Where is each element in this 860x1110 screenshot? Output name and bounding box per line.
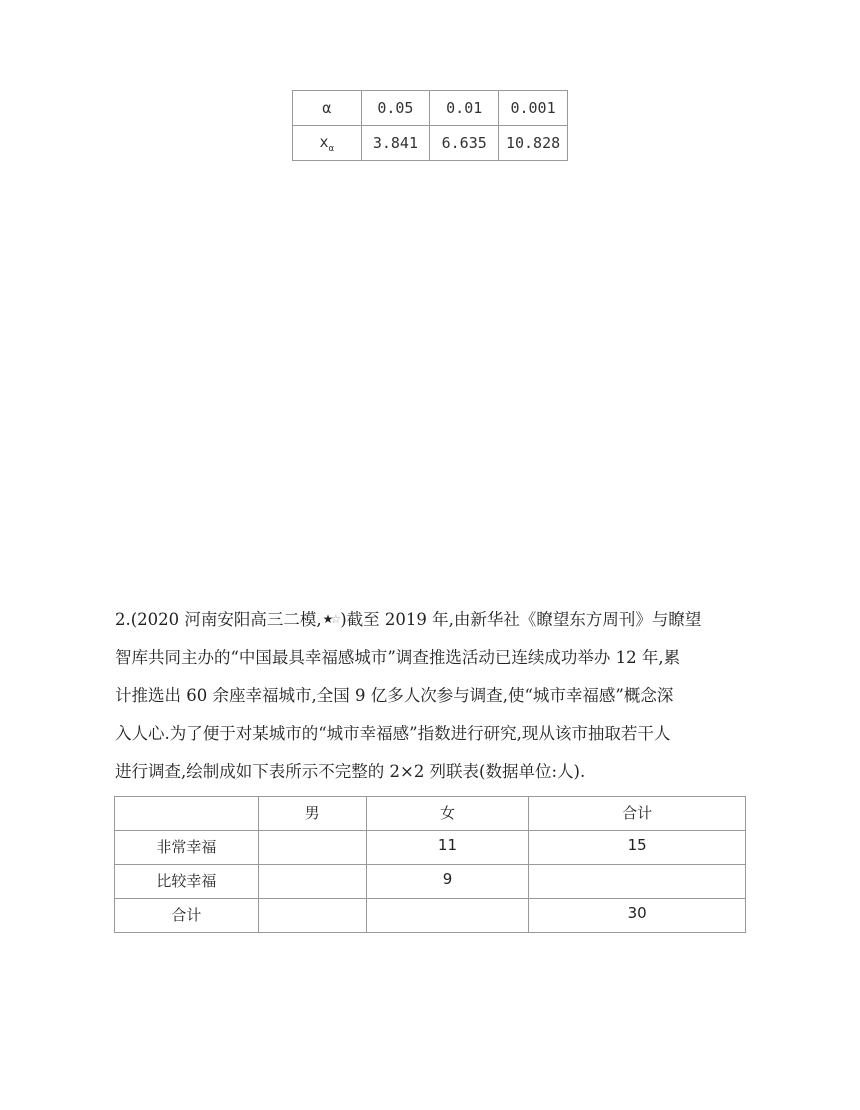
row-label: 非常幸福 xyxy=(115,831,259,865)
table-cell xyxy=(258,831,366,865)
problem-line: 2.(2020 河南安阳高三二模,★☆ )截至 2019 年,由新华社《瞭望东方周刊》与瞭望 xyxy=(115,600,755,639)
table-cell: 6.635 xyxy=(430,126,499,161)
table-cell xyxy=(258,899,366,933)
problem-text xyxy=(115,600,755,791)
header-cell-total: 合计 xyxy=(529,797,746,831)
contingency-table xyxy=(114,796,746,933)
table-cell: 0.001 xyxy=(499,91,568,126)
table-row xyxy=(115,831,746,865)
table-cell xyxy=(366,899,529,933)
table-row xyxy=(293,91,568,126)
table-cell: 0.05 xyxy=(361,91,430,126)
table-cell: 9 xyxy=(366,865,529,899)
header-cell-male: 男 xyxy=(258,797,366,831)
row-label: 比较幸福 xyxy=(115,865,259,899)
problem-line: 计推选出 60 余座幸福城市,全国 9 亿多人次参与调查,使“城市幸福感”概念深 xyxy=(115,686,674,705)
header-cell-female: 女 xyxy=(366,797,529,831)
critical-value-table xyxy=(292,90,568,161)
problem-line: 入人心.为了便于对某城市的“城市幸福感”指数进行研究,现从该市抽取若干人 xyxy=(115,724,671,743)
table-cell: 30 xyxy=(529,899,746,933)
table-cell xyxy=(258,865,366,899)
header-cell xyxy=(115,797,259,831)
table-cell: 0.01 xyxy=(430,91,499,126)
table-cell: 15 xyxy=(529,831,746,865)
table-header-row xyxy=(115,797,746,831)
problem-line: 智库共同主办的“中国最具幸福感城市”调查推选活动已连续成功举办 12 年,累 xyxy=(115,648,681,667)
alpha-label: α xyxy=(293,91,362,126)
x-alpha-label: $x_\alpha$ xyxy=(293,126,362,161)
table-row xyxy=(115,865,746,899)
table-cell xyxy=(529,865,746,899)
row-label: 合计 xyxy=(115,899,259,933)
table-cell: 11 xyxy=(366,831,529,865)
problem-line: 进行调查,绘制成如下表所示不完整的 2×2 列联表(数据单位:人). xyxy=(115,762,586,781)
table-cell: 10.828 xyxy=(499,126,568,161)
table-row xyxy=(115,899,746,933)
table-cell: 3.841 xyxy=(361,126,430,161)
difficulty-stars-icon: ★☆ xyxy=(322,612,339,626)
table-row xyxy=(293,126,568,161)
